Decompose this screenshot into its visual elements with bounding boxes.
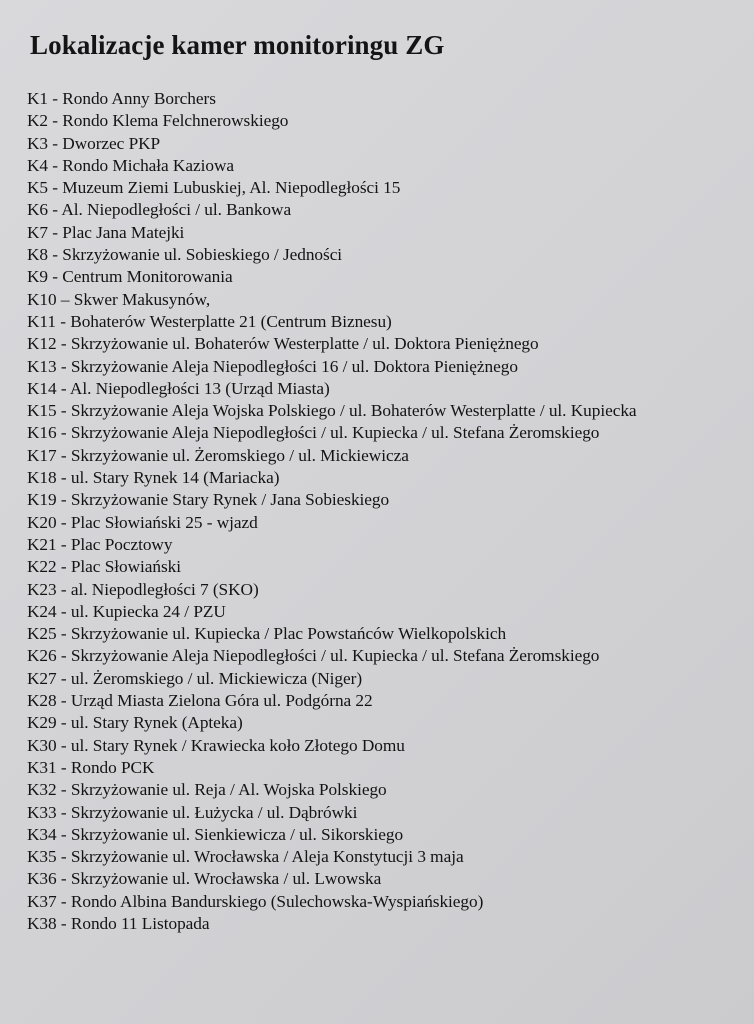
camera-location: Skrzyżowanie Aleja Niepodległości / ul. Kupiecka / ul. Stefana Żeromskiego [70,423,600,443]
camera-id: K35 [27,847,57,867]
camera-location: ul. Stary Rynek / Krawiecka koło Złotego Domu [70,735,405,755]
camera-separator: - [56,780,71,800]
camera-entry [27,422,637,444]
camera-separator: - [56,802,71,822]
camera-id: K31 [27,757,57,777]
camera-entry [27,868,637,890]
camera-id: K28 [27,691,57,711]
camera-location: Skrzyżowanie ul. Łużycka / ul. Dąbrówki [70,802,358,822]
camera-location-list [27,88,637,935]
camera-entry [27,133,637,155]
camera-id: K1 [27,89,49,108]
camera-location: ul. Żeromskiego / ul. Mickiewicza (Niger) [70,668,363,688]
camera-separator: - [56,378,70,398]
camera-entry [27,445,637,467]
camera-location: Plac Słowiański [70,557,182,577]
camera-separator: - [56,847,71,867]
camera-separator: - [56,646,71,666]
camera-id: K36 [27,869,57,889]
camera-separator: - [48,89,63,108]
camera-location: Rondo PCK [70,757,155,777]
camera-separator: - [56,624,71,644]
camera-id: K38 [27,913,57,933]
camera-entry [27,88,637,110]
camera-id: K20 [27,512,57,532]
camera-location: Al. Niepodległości 13 (Urząd Miasta) [69,378,330,398]
camera-separator: - [48,267,63,287]
camera-separator: - [48,111,63,131]
camera-location: Dworzec PKP [62,133,161,153]
camera-entry [27,623,637,645]
camera-entry [27,802,637,824]
camera-id: K14 [27,378,57,398]
camera-id: K3 [27,133,49,153]
document-title: Lokalizacje kamer monitoringu ZG [30,30,445,60]
camera-entry [27,534,637,556]
camera-id: K6 [27,200,49,220]
camera-id: K27 [27,668,57,688]
camera-entry [27,512,637,534]
camera-separator: - [56,490,71,510]
camera-id: K17 [27,445,57,465]
camera-id: K9 [27,267,49,287]
camera-location: Skrzyżowanie ul. Żeromskiego / ul. Mickiewicza [70,445,409,465]
camera-separator: - [56,534,71,554]
camera-separator: - [56,423,71,443]
camera-location: Skwer Makusynów, [73,289,211,309]
camera-separator: - [56,445,71,465]
camera-entry [27,779,637,801]
camera-location: Centrum Monitorowania [62,267,233,287]
camera-location: Skrzyżowanie ul. Reja / Al. Wojska Polskiego [70,780,387,800]
camera-location: Al. Niepodległości / ul. Bankowa [61,200,292,220]
camera-separator: - [56,913,71,933]
camera-id: K25 [27,624,57,644]
camera-separator: - [56,713,71,733]
camera-location: Plac Jana Matejki [62,222,185,242]
camera-entry [27,110,637,132]
camera-id: K16 [27,423,57,443]
camera-location: ul. Kupiecka 24 / PZU [70,601,226,621]
camera-separator: - [56,735,71,755]
camera-entry [27,668,637,690]
camera-entry [27,824,637,846]
camera-id: K23 [27,579,57,599]
camera-id: K19 [27,490,57,510]
camera-id: K22 [27,557,57,577]
camera-location: Skrzyżowanie Aleja Niepodległości / ul. Kupiecka / ul. Stefana Żeromskiego [70,646,600,666]
camera-entry [27,356,637,378]
camera-id: K37 [27,891,57,911]
camera-location: Skrzyżowanie Aleja Wojska Polskiego / ul. Bohaterów Westerplatte / ul. Kupiecka [70,401,637,421]
camera-location: Skrzyżowanie ul. Wrocławska / Aleja Konstytucji 3 maja [70,847,464,867]
camera-entry [27,467,637,489]
camera-location: Rondo 11 Listopada [70,913,210,933]
camera-location: Urząd Miasta Zielona Góra ul. Podgórna 22 [70,691,373,711]
camera-entry [27,712,637,734]
camera-separator: - [56,891,71,911]
camera-location: Rondo Albina Bandurskiego (Sulechowska-Wyspiańskiego) [70,891,484,911]
camera-id: K15 [27,401,57,421]
camera-separator: - [48,133,63,153]
camera-entry [27,177,637,199]
camera-entry [27,400,637,422]
camera-separator: - [48,178,63,198]
camera-id: K21 [27,534,57,554]
camera-id: K33 [27,802,57,822]
camera-location: Rondo Michała Kaziowa [62,155,234,175]
camera-location: Rondo Klema Felchnerowskiego [62,111,289,131]
camera-id: K30 [27,735,57,755]
camera-separator: - [56,824,71,844]
camera-separator: - [56,356,71,376]
camera-id: K8 [27,245,49,265]
camera-location: Muzeum Ziemi Lubuskiej, Al. Niepodległości 15 [62,178,401,198]
camera-entry [27,891,637,913]
camera-separator: - [48,245,63,265]
camera-location: Skrzyżowanie ul. Bohaterów Westerplatte / ul. Doktora Pieniężnego [70,334,539,354]
camera-location: al. Niepodległości 7 (SKO) [70,579,259,599]
camera-location: Plac Słowiański 25 - wjazd [70,512,258,532]
camera-id: K29 [27,713,57,733]
camera-separator: – [56,289,74,309]
camera-location: Skrzyżowanie ul. Kupiecka / Plac Powstańców Wielkopolskich [70,624,507,644]
camera-separator: - [48,155,63,175]
camera-location: Rondo Anny Borchers [62,89,216,108]
camera-id: K12 [27,334,57,354]
camera-entry [27,378,637,400]
camera-entry [27,690,637,712]
camera-entry [27,579,637,601]
camera-separator: - [56,468,71,488]
camera-entry [27,155,637,177]
camera-location: Skrzyżowanie ul. Sienkiewicza / ul. Sikorskiego [70,824,404,844]
camera-location: Skrzyżowanie ul. Wrocławska / ul. Lwowska [70,869,382,889]
camera-id: K18 [27,468,57,488]
camera-entry [27,757,637,779]
camera-entry [27,556,637,578]
camera-separator: - [48,222,63,242]
camera-location: Skrzyżowanie Stary Rynek / Jana Sobieskiego [70,490,390,510]
camera-separator: - [56,557,71,577]
camera-entry [27,601,637,623]
camera-location: Bohaterów Westerplatte 21 (Centrum Biznesu) [70,311,392,331]
camera-id: K5 [27,178,49,198]
camera-entry [27,266,637,288]
camera-entry [27,913,637,935]
camera-separator: - [56,401,71,421]
camera-id: K4 [27,155,49,175]
camera-id: K11 [27,311,56,331]
camera-separator: - [56,691,71,711]
camera-separator: - [56,512,71,532]
camera-separator: - [56,579,71,599]
camera-location: Skrzyżowanie Aleja Niepodległości 16 / ul. Doktora Pieniężnego [70,356,518,376]
camera-separator: - [56,869,71,889]
camera-entry [27,289,637,311]
camera-entry [27,645,637,667]
camera-entry [27,222,637,244]
camera-entry [27,846,637,868]
camera-id: K32 [27,780,57,800]
camera-entry [27,199,637,221]
camera-id: K2 [27,111,49,131]
camera-separator: - [48,200,62,220]
camera-separator: - [56,668,71,688]
camera-id: K10 [27,289,57,309]
camera-separator: - [56,757,71,777]
camera-location: ul. Stary Rynek 14 (Mariacka) [70,468,280,488]
camera-separator: - [56,601,71,621]
camera-id: K26 [27,646,57,666]
camera-location: ul. Stary Rynek (Apteka) [70,713,243,733]
camera-id: K7 [27,222,49,242]
camera-id: K13 [27,356,57,376]
camera-separator: - [55,311,71,331]
camera-id: K24 [27,601,57,621]
camera-entry [27,311,637,333]
camera-location: Plac Pocztowy [70,534,173,554]
camera-entry [27,735,637,757]
camera-id: K34 [27,824,57,844]
camera-entry [27,333,637,355]
camera-location: Skrzyżowanie ul. Sobieskiego / Jedności [62,245,343,265]
camera-entry [27,244,637,266]
camera-entry [27,489,637,511]
camera-separator: - [56,334,71,354]
